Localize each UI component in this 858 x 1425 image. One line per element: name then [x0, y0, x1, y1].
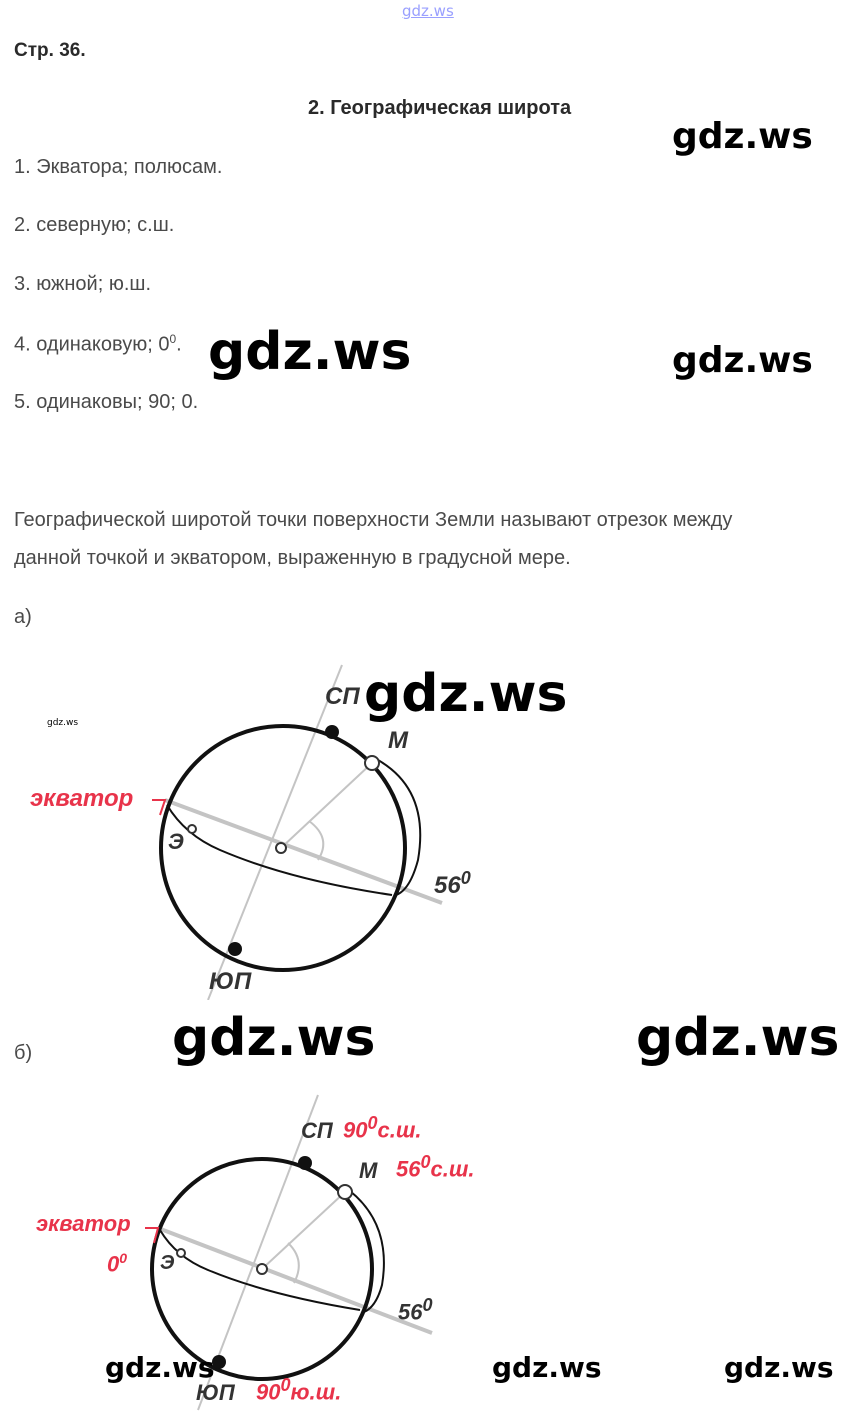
north-pole-latitude-b: $90^0с.ш$.: [343, 1113, 422, 1143]
south-pole-label-a: ЮП: [209, 968, 252, 995]
part-b-label: б): [14, 1042, 33, 1064]
equator-label-b: экватор: [36, 1211, 131, 1236]
point-m-b: [338, 1185, 352, 1199]
north-pole-point-b: [298, 1156, 312, 1170]
equator-arrow-a: [152, 800, 165, 815]
page-number: Стр. 36.: [14, 40, 86, 61]
watermark: gdz.ws: [364, 664, 568, 724]
point-m-latitude-b: $56^0с.ш$.: [396, 1152, 475, 1182]
top-watermark-link[interactable]: gdz.ws: [402, 2, 454, 20]
north-pole-label-b: СП: [301, 1118, 333, 1143]
answer-4: 4. одинаковую; $0^0$.: [14, 332, 182, 356]
north-pole-point-a: [325, 725, 339, 739]
point-e-b: [177, 1249, 185, 1257]
point-m-a: [365, 756, 379, 770]
center-point-a: [276, 843, 286, 853]
answer-5: 5. одинаковы; 90; 0.: [14, 391, 199, 413]
section-title: 2. Географическая широта: [308, 97, 572, 119]
north-pole-label-a: СП: [325, 683, 360, 710]
equator-label-a: экватор: [30, 785, 134, 812]
radius-m-b: [262, 1192, 345, 1269]
center-point-b: [257, 1264, 267, 1274]
point-m-label-b: М: [359, 1158, 378, 1183]
angle-label-a: $56^0$: [434, 868, 471, 899]
watermark: gdz.ws: [105, 1351, 215, 1384]
point-e-label-a: Э: [168, 829, 184, 854]
answer-2: 2. северную; с.ш.: [14, 214, 175, 236]
point-m-label-a: М: [388, 727, 408, 754]
south-pole-label-b: ЮП: [196, 1380, 235, 1405]
answer-1: 1. Экватора; полюсам.: [14, 156, 223, 178]
watermark: gdz.ws: [672, 340, 813, 381]
definition-line-1: Географической широтой точки поверхности Земли называют отрезок между: [14, 509, 733, 531]
watermark-small: gdz.ws: [47, 718, 79, 728]
south-pole-latitude-b: $90^0ю.ш$.: [256, 1375, 342, 1405]
angle-label-b: $56^0$: [398, 1295, 433, 1325]
part-a-label: а): [14, 606, 32, 628]
watermark: gdz.ws: [672, 116, 813, 157]
definition-line-2: данной точкой и экватором, выраженную в градусной мере.: [14, 547, 571, 569]
south-pole-point-a: [228, 942, 242, 956]
point-e-a: [188, 825, 196, 833]
watermark: gdz.ws: [208, 322, 412, 382]
watermark: gdz.ws: [172, 1008, 376, 1068]
point-e-label-b: Э: [160, 1252, 175, 1274]
radius-m-a: [281, 763, 372, 848]
watermark: gdz.ws: [724, 1351, 834, 1384]
watermark: gdz.ws: [492, 1351, 602, 1384]
watermark: gdz.ws: [636, 1008, 840, 1068]
equator-latitude-b: $0^0$: [107, 1250, 128, 1277]
answer-3: 3. южной; ю.ш.: [14, 273, 152, 295]
